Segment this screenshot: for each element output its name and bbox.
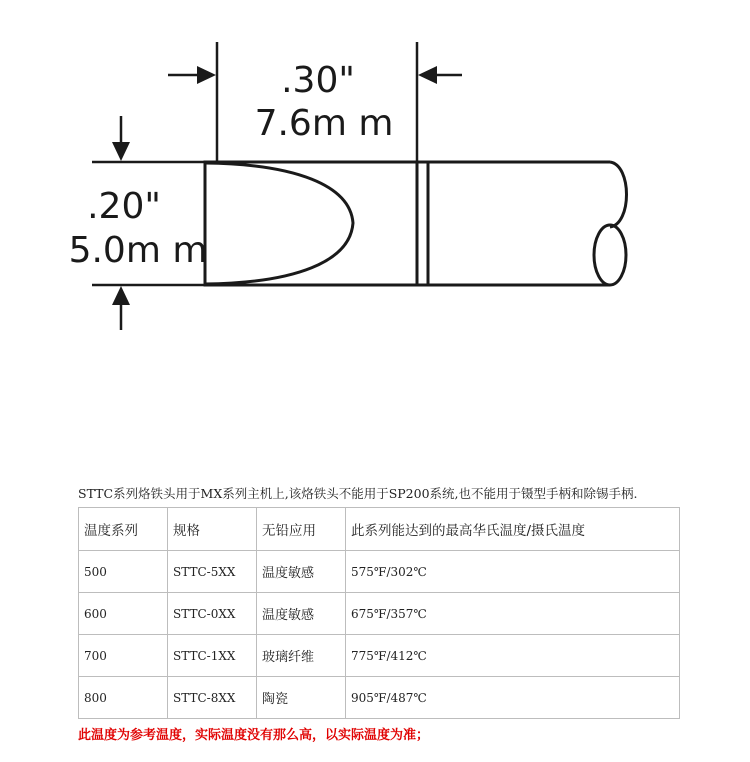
cell-max-temp: 575℉/302℃ xyxy=(346,551,680,593)
length-inch-label: .30" xyxy=(281,60,355,101)
cell-spec: STTC-8XX xyxy=(168,677,257,719)
length-arrow-left xyxy=(168,66,216,84)
cell-lead-free: 陶瓷 xyxy=(257,677,346,719)
compatibility-note: STTC系列烙铁头用于MX系列主机上,该烙铁头不能用于SP200系统,也不能用于镊型手柄和除锡手柄. xyxy=(78,486,638,501)
cell-series: 600 xyxy=(79,593,168,635)
cell-max-temp: 905℉/487℃ xyxy=(346,677,680,719)
width-inch-label: .20" xyxy=(87,186,161,227)
cell-max-temp: 675℉/357℃ xyxy=(346,593,680,635)
cell-lead-free: 玻璃纤维 xyxy=(257,635,346,677)
table-row xyxy=(79,593,680,635)
header-temp-series: 温度系列 xyxy=(79,508,168,551)
cell-lead-free: 温度敏感 xyxy=(257,593,346,635)
header-lead-free: 无铅应用 xyxy=(257,508,346,551)
cell-lead-free: 温度敏感 xyxy=(257,551,346,593)
width-arrow-bottom xyxy=(112,286,130,330)
cell-series: 700 xyxy=(79,635,168,677)
cell-spec: STTC-5XX xyxy=(168,551,257,593)
width-mm-label: 5.0m m xyxy=(68,230,208,271)
reference-temperature-warning: 此温度为参考温度，实际温度没有那么高，以实际温度为准； xyxy=(78,728,430,743)
temperature-spec-table xyxy=(78,507,680,719)
cell-spec: STTC-1XX xyxy=(168,635,257,677)
cell-series: 800 xyxy=(79,677,168,719)
width-arrow-top xyxy=(112,116,130,161)
cell-spec: STTC-0XX xyxy=(168,593,257,635)
cell-max-temp: 775℉/412℃ xyxy=(346,635,680,677)
header-max-temp: 此系列能达到的最高华氏温度/摄氏温度 xyxy=(346,508,680,551)
length-mm-label: 7.6m m xyxy=(254,103,394,144)
header-spec: 规格 xyxy=(168,508,257,551)
soldering-tip-outline xyxy=(205,162,627,285)
table-row xyxy=(79,677,680,719)
cell-series: 500 xyxy=(79,551,168,593)
table-row xyxy=(79,551,680,593)
table-row xyxy=(79,635,680,677)
length-arrow-right xyxy=(418,66,462,84)
table-header-row xyxy=(79,508,680,551)
